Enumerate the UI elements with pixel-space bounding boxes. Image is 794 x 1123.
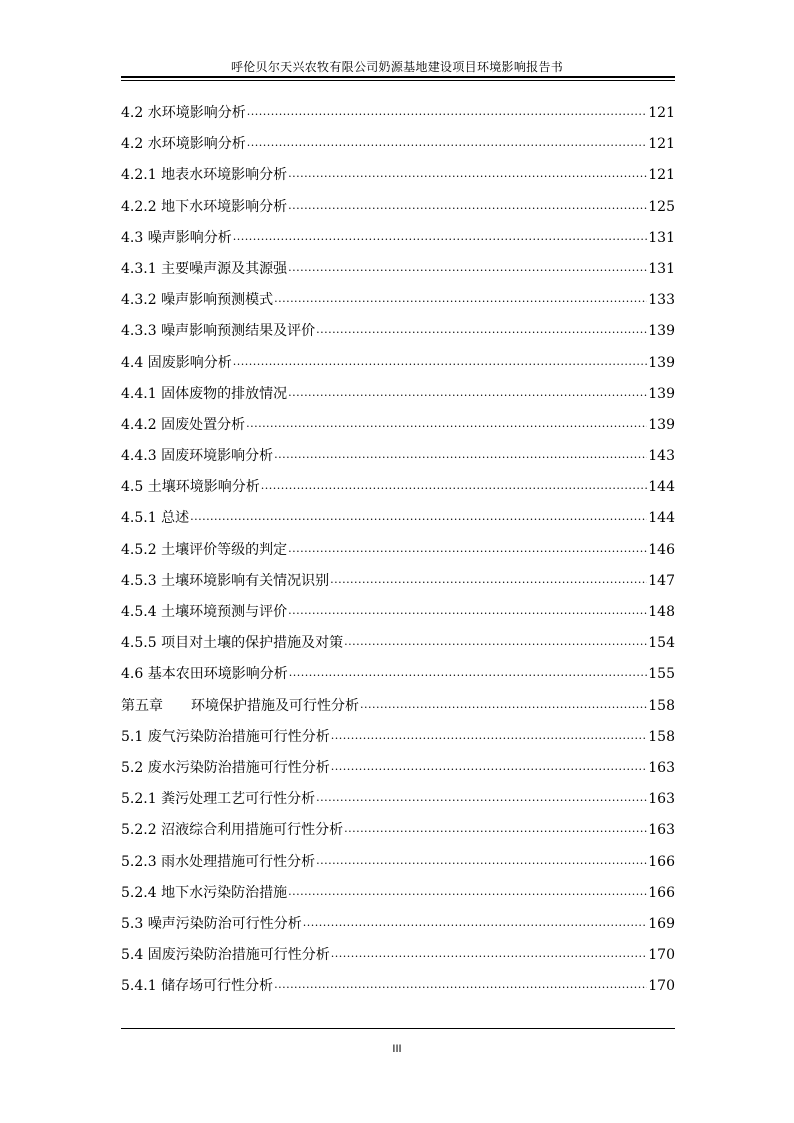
toc-entry[interactable]	[121, 818, 675, 849]
toc-dot-leader	[288, 880, 647, 904]
toc-entry-title: 5.2 废水污染防治措施可行性分析	[121, 759, 330, 776]
toc-entry-title: 4.2.2 地下水环境影响分析	[121, 198, 288, 215]
toc-entry[interactable]	[121, 506, 675, 537]
toc-entry[interactable]	[121, 195, 675, 226]
toc-dot-leader	[246, 412, 647, 436]
toc-dot-leader	[331, 755, 648, 779]
toc-dot-leader	[360, 693, 647, 717]
toc-entry[interactable]	[121, 787, 675, 818]
toc-dot-leader	[288, 599, 647, 623]
toc-entry-title: 5.2.2 沼液综合利用措施可行性分析	[121, 822, 344, 839]
toc-dot-leader	[247, 131, 648, 155]
toc-dot-leader	[274, 973, 647, 997]
toc-entry-page: 166	[648, 853, 675, 870]
toc-dot-leader	[331, 942, 648, 966]
toc-entry[interactable]	[121, 600, 675, 631]
toc-entry-page: 121	[648, 105, 675, 121]
toc-entry-title: 4.5.5 项目对土壤的保护措施及对策	[121, 635, 344, 652]
toc-entry-page: 163	[648, 791, 675, 808]
toc-entry[interactable]	[121, 382, 675, 413]
toc-entry-page: 147	[648, 572, 675, 589]
toc-entry[interactable]	[121, 912, 675, 943]
toc-dot-leader	[288, 194, 647, 218]
toc-entry[interactable]	[121, 943, 675, 974]
toc-entry[interactable]	[121, 881, 675, 912]
toc-dot-leader	[190, 505, 647, 529]
toc-dot-leader	[233, 350, 648, 374]
toc-entry-page: 170	[648, 978, 675, 995]
toc-entry-title: 4.4.2 固废处置分析	[121, 416, 246, 433]
toc-entry-title: 4.2 水环境影响分析	[121, 136, 246, 153]
toc-dot-leader	[288, 162, 647, 186]
toc-entry-page: 158	[648, 728, 675, 745]
toc-entry-page: 169	[648, 915, 675, 932]
toc-entry[interactable]	[121, 444, 675, 475]
toc-entry-title: 4.2.1 地表水环境影响分析	[121, 167, 288, 184]
toc-entry[interactable]	[121, 226, 675, 257]
toc-entry[interactable]	[121, 725, 675, 756]
toc-entry[interactable]	[121, 475, 675, 506]
toc-entry-page: 146	[648, 541, 675, 558]
toc-dot-leader	[261, 474, 648, 498]
document-header-title: 呼伦贝尔天兴农牧有限公司奶源基地建设项目环境影响报告书	[230, 60, 564, 74]
toc-entry-page: 133	[648, 292, 675, 309]
toc-entry[interactable]	[121, 413, 675, 444]
toc-entry-page: 154	[648, 635, 675, 652]
toc-entry-page: 143	[648, 448, 675, 465]
toc-entry-page: 139	[648, 323, 675, 340]
toc-entry-title: 4.5.2 土壤评价等级的判定	[121, 541, 288, 558]
toc-entry-title: 5.3 噪声污染防治可行性分析	[121, 915, 302, 932]
toc-entry[interactable]	[121, 974, 675, 1005]
toc-entry-title: 4.3 噪声影响分析	[121, 229, 232, 246]
toc-dot-leader	[289, 661, 648, 685]
toc-entry-title: 4.5 土壤环境影响分析	[121, 479, 260, 496]
toc-entry-page: 139	[648, 385, 675, 402]
toc-entry-page: 121	[648, 136, 675, 153]
toc-entry-title: 4.5.1 总述	[121, 510, 190, 527]
toc-entry-page: 121	[648, 167, 675, 184]
toc-dot-leader	[274, 443, 647, 467]
toc-entry-title: 5.4.1 储存场可行性分析	[121, 978, 274, 995]
table-of-contents	[121, 101, 675, 1005]
toc-entry-page: 125	[648, 198, 675, 215]
toc-entry[interactable]	[121, 319, 675, 350]
toc-entry-page: 131	[648, 260, 675, 277]
toc-dot-leader	[331, 724, 648, 748]
toc-entry-page: 170	[648, 947, 675, 964]
toc-entry-title: 4.4.3 固废环境影响分析	[121, 448, 274, 465]
toc-entry[interactable]	[121, 288, 675, 319]
header-divider-thin	[121, 80, 675, 81]
toc-entry-page: 139	[648, 416, 675, 433]
toc-entry-title: 4.3.1 主要噪声源及其源强	[121, 260, 288, 277]
toc-entry[interactable]	[121, 694, 675, 725]
toc-dot-leader	[330, 568, 647, 592]
footer-page-number: III	[392, 1043, 402, 1055]
toc-entry-page: 131	[648, 229, 675, 246]
toc-entry-page: 139	[648, 354, 675, 371]
toc-entry-title: 4.5.3 土壤环境影响有关情况识别	[121, 572, 330, 589]
toc-entry[interactable]	[121, 538, 675, 569]
toc-entry-title: 4.6 基本农田环境影响分析	[121, 666, 288, 683]
toc-entry[interactable]	[121, 351, 675, 382]
toc-dot-leader	[288, 381, 647, 405]
toc-entry[interactable]	[121, 132, 675, 163]
footer-divider	[121, 1028, 675, 1029]
toc-dot-leader	[303, 911, 648, 935]
toc-entry-title: 4.3.2 噪声影响预测模式	[121, 292, 274, 309]
toc-entry[interactable]	[121, 163, 675, 194]
toc-entry-title: 5.1 废气污染防治措施可行性分析	[121, 728, 330, 745]
toc-entry[interactable]	[121, 101, 675, 132]
toc-entry-page: 144	[648, 479, 675, 496]
toc-dot-leader	[288, 537, 647, 561]
toc-entry-page: 163	[648, 759, 675, 776]
toc-entry-page: 148	[648, 604, 675, 620]
toc-entry[interactable]	[121, 850, 675, 881]
toc-dot-leader	[344, 817, 647, 841]
toc-entry-title: 4.4.1 固体废物的排放情况	[121, 385, 288, 402]
toc-dot-leader	[288, 256, 647, 280]
toc-dot-leader	[247, 100, 648, 124]
toc-entry-page: 163	[648, 822, 675, 839]
toc-dot-leader	[316, 786, 647, 810]
toc-entry[interactable]	[121, 662, 675, 693]
toc-entry-page: 144	[648, 510, 675, 527]
toc-dot-leader	[233, 225, 648, 249]
toc-dot-leader	[344, 630, 647, 654]
toc-entry-title: 5.4 固废污染防治措施可行性分析	[121, 947, 330, 964]
toc-entry-title: 第五章 环境保护措施及可行性分析	[121, 697, 359, 714]
toc-entry[interactable]	[121, 257, 675, 288]
toc-entry-title: 4.4 固废影响分析	[121, 354, 232, 371]
toc-entry-title: 5.2.1 粪污处理工艺可行性分析	[121, 791, 316, 808]
toc-dot-leader	[316, 318, 647, 342]
toc-entry-page: 158	[648, 697, 675, 714]
toc-entry-title: 5.2.3 雨水处理措施可行性分析	[121, 853, 316, 870]
toc-entry[interactable]	[121, 631, 675, 662]
toc-entry[interactable]	[121, 756, 675, 787]
toc-entry-title: 4.2 水环境影响分析	[121, 105, 246, 121]
toc-entry-title: 5.2.4 地下水污染防治措施	[121, 884, 288, 901]
toc-entry-page: 166	[648, 884, 675, 901]
toc-dot-leader	[274, 287, 647, 311]
toc-entry-page: 155	[648, 666, 675, 683]
toc-entry[interactable]	[121, 569, 675, 600]
toc-entry-title: 4.5.4 土壤环境预测与评价	[121, 604, 288, 620]
toc-dot-leader	[316, 849, 647, 873]
header-divider-thick	[121, 76, 675, 78]
toc-entry-title: 4.3.3 噪声影响预测结果及评价	[121, 323, 316, 340]
